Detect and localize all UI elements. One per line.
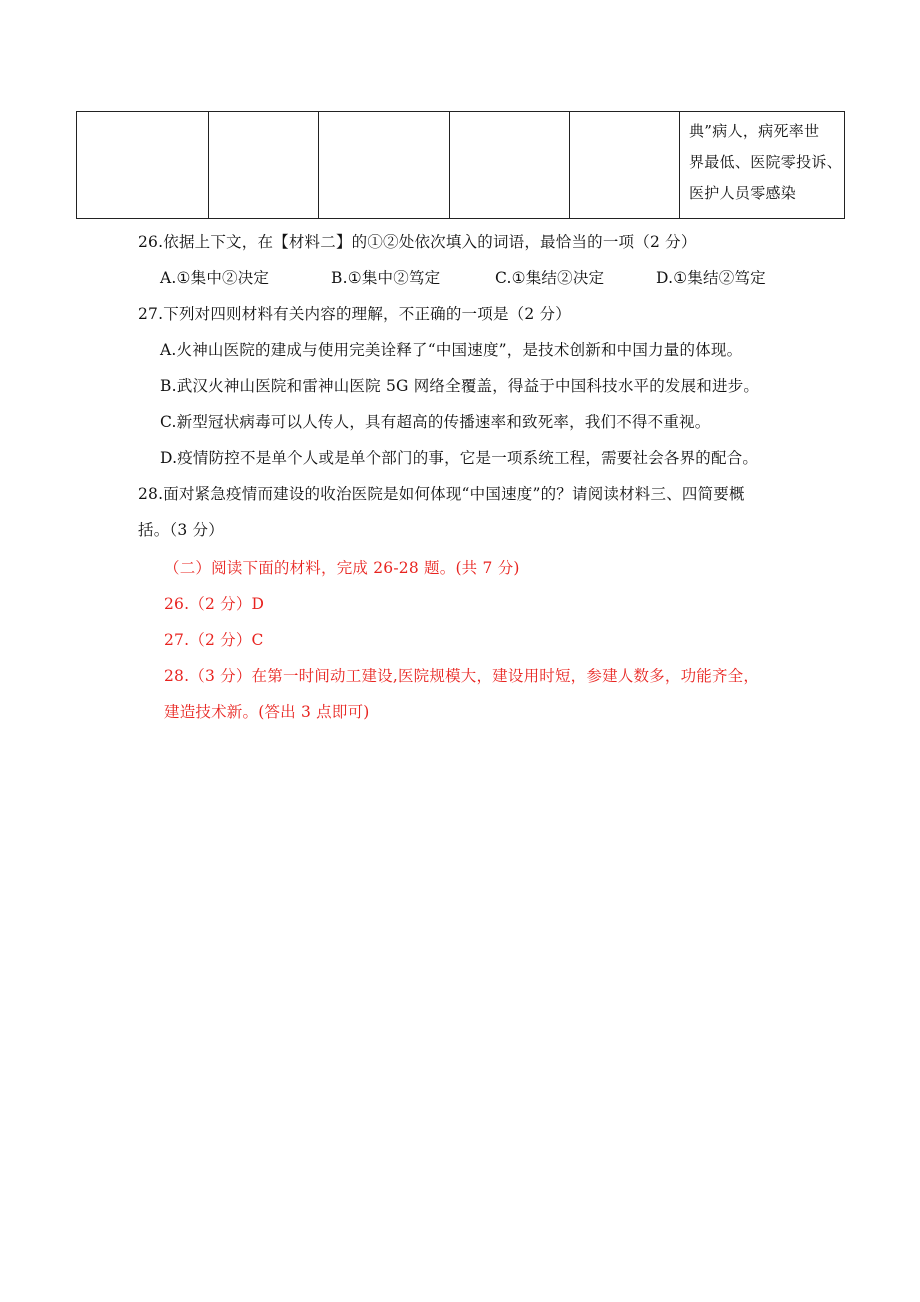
table-cell: [209, 112, 319, 219]
cell-line: 界最低、医院零投诉、: [689, 153, 843, 171]
cell-line: 医护人员零感染: [689, 184, 797, 202]
table-cell-last: [680, 112, 845, 219]
table-cell: [77, 112, 209, 219]
question-27-option-b: B.武汉火神山医院和雷神山医院 5G 网络全覆盖，得益于中国科技水平的发展和进步。: [160, 377, 760, 395]
table-cell: [319, 112, 450, 219]
question-26-option-a: A.①集中②决定: [160, 269, 270, 287]
cell-line: 典”病人，病死率世: [689, 122, 820, 140]
table-cell: [450, 112, 570, 219]
answer-27: 27.（2 分）C: [164, 631, 264, 649]
question-26-option-b: B.①集中②笃定: [331, 269, 441, 287]
question-27-stem: 27.下列对四则材料有关内容的理解，不正确的一项是（2 分）: [138, 305, 571, 323]
question-26-option-c: C.①集结②决定: [495, 269, 605, 287]
question-26-option-d: D.①集结②笃定: [656, 269, 766, 287]
data-table: [76, 111, 845, 219]
answer-28-line1: 28.（3 分）在第一时间动工建设,医院规模大，建设用时短，参建人数多，功能齐全，: [164, 667, 760, 685]
question-26-stem: 26.依据上下文，在【材料二】的①②处依次填入的词语，最恰当的一项（2 分）: [138, 233, 697, 251]
answers-heading: （二）阅读下面的材料，完成 26-28 题。(共 7 分): [164, 559, 520, 577]
question-27-option-a: A.火神山医院的建成与使用完美诠释了“中国速度”，是技术创新和中国力量的体现。: [160, 341, 743, 359]
question-27-option-d: D.疫情防控不是单个人或是单个部门的事，它是一项系统工程，需要社会各界的配合。: [160, 449, 759, 467]
answer-28-line2: 建造技术新。(答出 3 点即可): [164, 703, 370, 721]
question-28-stem-line1: 28.面对紧急疫情而建设的收治医院是如何体现“中国速度”的？请阅读材料三、四简要概: [138, 485, 745, 503]
question-27-option-c: C.新型冠状病毒可以人传人，具有超高的传播速率和致死率，我们不得不重视。: [160, 413, 711, 431]
table-cell: [570, 112, 680, 219]
question-28-stem-line2: 括。（3 分）: [138, 521, 224, 539]
table-fragment: [76, 111, 844, 219]
answer-26: 26.（2 分）D: [164, 595, 265, 613]
table-row: [77, 112, 845, 219]
